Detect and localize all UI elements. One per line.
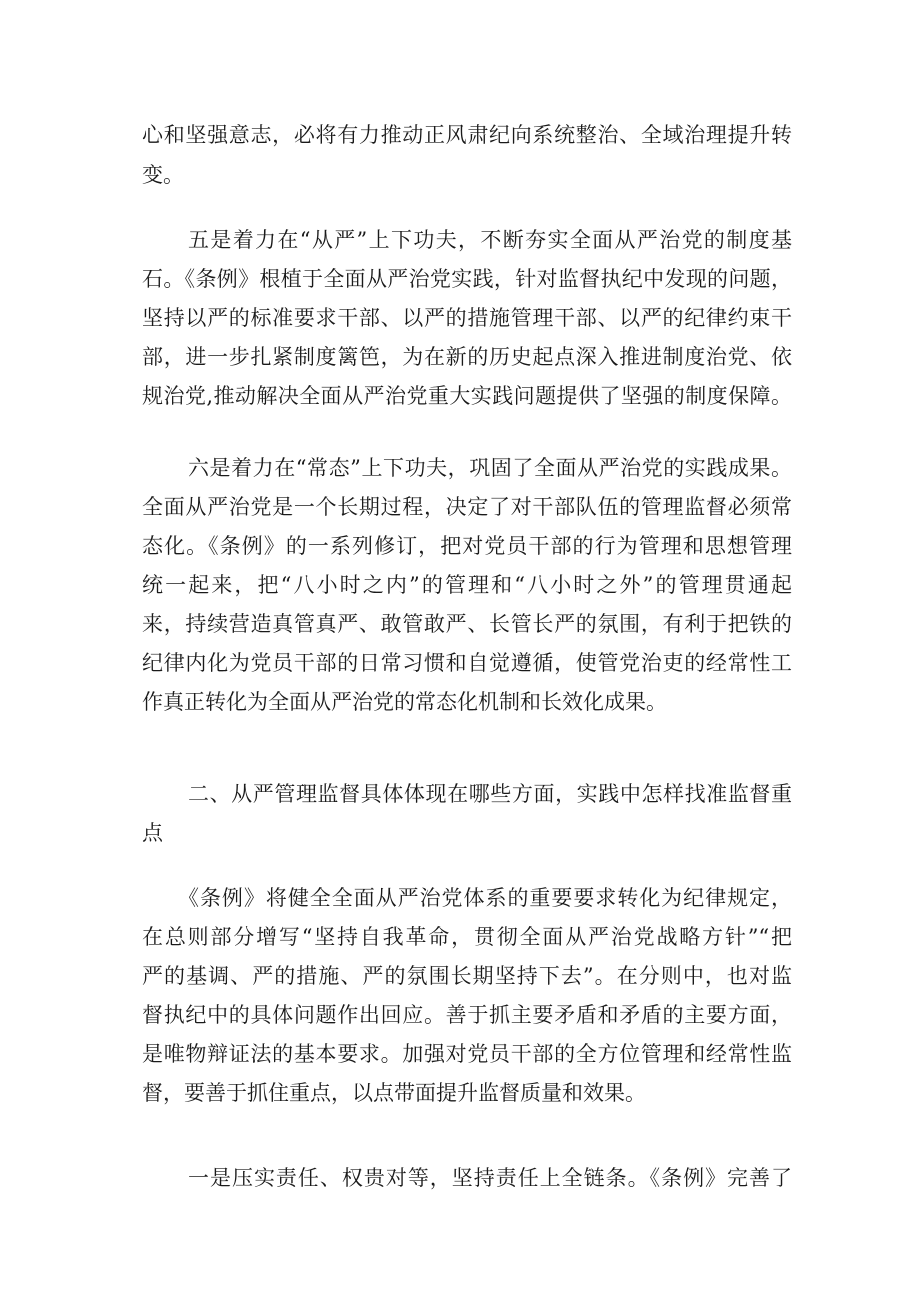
paragraph-regulation (142, 888, 792, 1104)
text-line: 变。 (142, 163, 184, 187)
text-line: 坚持以严的标准要求干部、以严的措施管理干部、以严的纪律约束干 (142, 306, 792, 330)
text-line: 点 (142, 821, 163, 845)
text-line: 五是着力在“从严”上下功夫，不断夯实全面从严治党的制度基 (188, 228, 792, 252)
text-line: 一是压实责任、权贵对等，坚持责任上全链条。《条例》完善了 (188, 1166, 792, 1190)
paragraph-point-one (142, 1168, 792, 1189)
text-line: 严的基调、严的措施、严的氛围长期坚持下去”。在分则中，也对监 (142, 964, 792, 988)
text-line: 纪律内化为党员干部的日常习惯和自觉遵循，使管党治吏的经常性工 (142, 651, 792, 675)
text-line: 是唯物辩证法的基本要求。加强对党员干部的全方位管理和经常性监 (142, 1042, 792, 1066)
text-line: 在总则部分增写“坚持自我革命，贯彻全面从严治党战略方针”“把 (142, 925, 792, 949)
text-line: 规治党,推动解决全面从严治党重大实践问题提供了坚强的制度保障。 (142, 384, 792, 408)
text-line: 态化。《条例》的一系列修订，把对党员干部的行为管理和思想管理 (142, 534, 792, 558)
text-line: 统一起来，把“八小时之内”的管理和“八小时之外”的管理贯通起 (142, 573, 792, 597)
paragraph-point-six (142, 458, 792, 713)
text-line: 作真正转化为全面从严治党的常态化机制和长效化成果。 (142, 690, 667, 714)
text-line: 全面从严治党是一个长期过程，决定了对干部队伍的管理监督必须常 (142, 495, 792, 519)
text-line: 二、从严管理监督具体体现在哪些方面，实践中怎样找准监督重 (188, 782, 792, 806)
section-heading (142, 784, 792, 844)
text-line: 心和坚强意志，必将有力推动正风肃纪向系统整治、全域治理提升转 (142, 123, 792, 147)
paragraph-continuation (142, 125, 792, 186)
text-line: 督，要善于抓住重点，以点带面提升监督质量和效果。 (142, 1081, 646, 1105)
paragraph-point-five (142, 230, 792, 407)
text-line: 石。《条例》根植于全面从严治党实践，针对监督执纪中发现的问题， (142, 267, 792, 291)
text-line: 部，进一步扎紧制度篱笆，为在新的历史起点深入推进制度治党、依 (142, 345, 792, 369)
text-line: 六是着力在“常态”上下功夫，巩固了全面从严治党的实践成果。 (188, 456, 792, 480)
text-line: 来，持续营造真管真严、敢管敢严、长管长严的氛围，有利于把铁的 (142, 612, 792, 636)
text-line: 督执纪中的具体问题作出回应。善于抓主要矛盾和矛盾的主要方面， (142, 1003, 792, 1027)
text-line: 《条例》将健全全面从严治党体系的重要要求转化为纪律规定， (178, 886, 792, 910)
